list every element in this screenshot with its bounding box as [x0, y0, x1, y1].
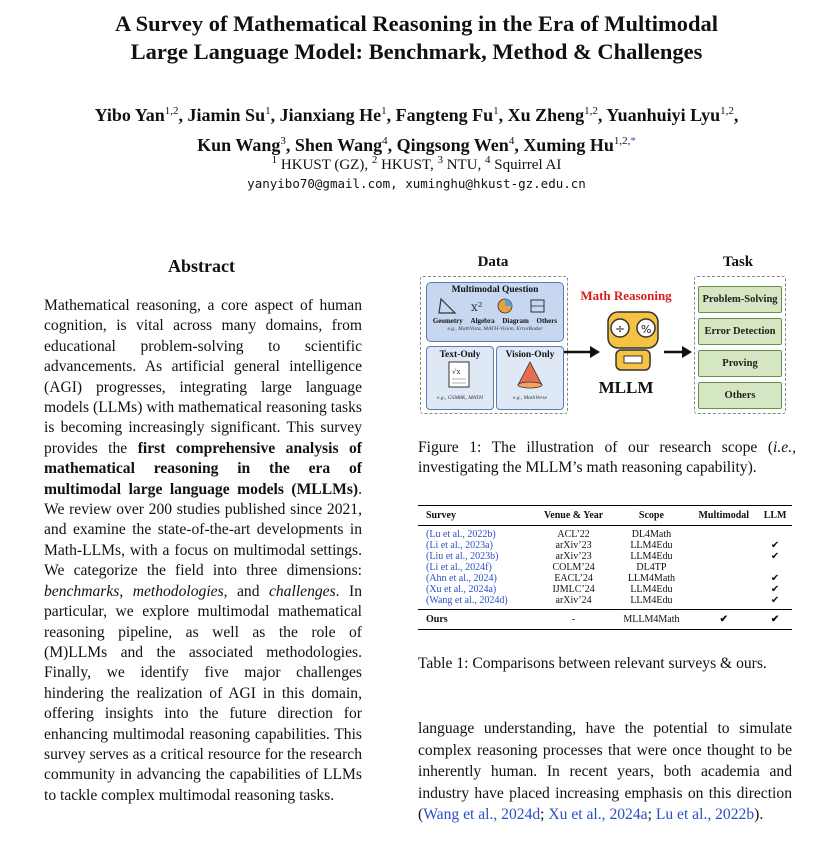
affiliations: $^1$ HKUST (GZ), $^2$ HKUST, $^3$ NTU, $^4$ Squirrel AI	[271, 154, 562, 173]
header-venue: Venue & Year	[543, 510, 604, 521]
author: Qingsong Wen$^4$	[396, 135, 515, 155]
diagram-icon	[498, 299, 512, 313]
title-line-1: A Survey of Mathematical Reasoning in the Era of Multimodal	[114, 11, 719, 36]
table-1-caption: Table 1: Comparisons between relevant surveys & ours.	[418, 655, 767, 672]
arrow-right-icon	[564, 346, 600, 358]
figure-1	[418, 254, 796, 418]
vision-only-examples: e.g., MathVerse	[512, 395, 548, 401]
robot-icon	[608, 312, 658, 370]
header-scope: Scope	[638, 510, 664, 521]
citation-link[interactable]: Lu et al., 2022b	[655, 806, 755, 823]
table-header-row	[418, 506, 792, 526]
mllm-label: MLLM	[598, 378, 654, 397]
author: Jianxiang He$^1$	[279, 105, 387, 125]
cone-icon	[497, 360, 563, 390]
algebra-icon	[471, 300, 483, 314]
svg-text:x²: x²	[471, 300, 483, 314]
author: Yuanhuiyi Lyu$^{1,2}$	[606, 105, 734, 125]
header-multimodal: Multimodal	[698, 510, 750, 521]
abstract-heading: Abstract	[168, 256, 235, 276]
comparison-table	[418, 505, 792, 630]
table-row: (Wang et al., 2024d) arXiv’24 LLM4Edu ✔	[418, 595, 792, 610]
survey-citation[interactable]: (Ahn et al., 2024)	[426, 573, 497, 584]
task-error-detection: Error Detection	[698, 318, 782, 345]
text-only-examples: e.g., GSM8K, MATH	[437, 395, 483, 401]
text-only-box	[426, 346, 494, 410]
author-list: Yibo Yan$^{1,2}$, Jiamin Su$^1$, Jianxiang He$^1$, Fangteng Fu$^1$, Xu Zheng$^{1,2}$, Yuanhuiyi Lyu$^{1,2}$, Kun Wang$^3$, Shen Wang$^4$, Qingsong Wen$^4$, Xuming $Hu^{1,2,*}$	[94, 105, 739, 155]
survey-citation[interactable]: (Xu et al., 2024a)	[426, 584, 497, 595]
survey-citation[interactable]: (Wang et al., 2024d)	[426, 595, 508, 606]
table-row: (Li et al., 2024f) COLM’24 DL4TP	[418, 562, 792, 573]
table-row: (Lu et al., 2022b) ACL’22 DL4Math	[418, 526, 792, 541]
table-row: (Li et al., 2023a) arXiv’23 LLM4Edu ✔	[418, 540, 792, 551]
svg-text:÷: ÷	[615, 322, 626, 336]
author: Xuming $Hu^{1,2,*}$	[523, 135, 636, 155]
text-only-label: Text-Only	[439, 350, 481, 360]
task-problem-solving: Problem-Solving	[698, 286, 782, 313]
survey-citation[interactable]: (Li et al., 2024f)	[426, 562, 492, 573]
figure-data-label: Data	[477, 254, 509, 270]
header-llm: LLM	[763, 510, 787, 521]
vision-only-label: Vision-Only	[505, 350, 555, 360]
figure-task-label: Task	[722, 254, 754, 270]
citation-link[interactable]: Wang et al., 2024d	[423, 806, 541, 823]
survey-citation[interactable]: (Li et al., 2023a)	[426, 540, 493, 551]
title-line-2: Large Language Model: Benchmark, Method & Challenges	[130, 39, 703, 64]
svg-text:%: %	[641, 323, 652, 336]
corresponding-author-mark[interactable]: *	[630, 135, 636, 147]
author: Jiamin Su$^1$	[187, 105, 271, 125]
paper-title	[0, 10, 833, 66]
task-proving: Proving	[698, 350, 782, 377]
table-row-ours: Ours - MLLM4Math ✔ ✔	[418, 610, 792, 630]
table-1	[418, 505, 792, 630]
survey-citation[interactable]: (Liu et al., 2023b)	[426, 551, 499, 562]
header-survey: Survey	[426, 510, 456, 521]
arrow-right-icon	[664, 346, 692, 358]
task-others: Others	[698, 382, 782, 409]
multimodal-question-box	[426, 282, 564, 342]
citation-link[interactable]: Xu et al., 2024a	[548, 806, 648, 823]
mq-icons	[427, 295, 563, 317]
others-icon	[531, 300, 544, 312]
abstract-text: Mathematical reasoning, a core aspect of human cognition, is vital across many domains, from educational problem-solving to scientific advancements. As artificial general intelligence (AGI) progresses, integrating large language models (LLMs) with mathematical reasoning tasks is becoming increasingly significant. This survey provides the first comprehensive analysis of mathematical reasoning in the era of multimodal large language models (MLLMs). We review over 200 studies published since 2021, and examine the state-of-the-art developments in Math-LLMs, with a focus on multimodal settings. We categorize the field into three dimensions: benchmarks, methodologies, and challenges. In particular, we explore multimodal mathematical reasoning pipeline, as well as the role of (M)LLMs and the associated methodologies. Finally, we identify five major challenges hindering the realization of AGI in this domain, offering insights into the future direction for enhancing multimodal reasoning capabilities. This survey serves as a critical resource for the research community in advancing the capabilities of LLMs to tackle complex multimodal reasoning tasks.	[44, 297, 362, 804]
vision-only-box	[496, 346, 564, 410]
math-reasoning-label: Math Reasoning	[580, 288, 672, 303]
mq-labels: Geometry Algebra Diagram Others	[432, 317, 558, 325]
figure-1-caption: Figure 1: The illustration of our research scope (i.e., investigating the MLLM’s math reasoning capability).	[418, 439, 796, 477]
mq-examples: e.g., MathVista, MATH-Vision, ErrorRadar	[447, 326, 543, 332]
geometry-icon	[439, 299, 455, 313]
author: Shen Wang$^4$	[294, 135, 388, 155]
author: Yibo Yan$^{1,2}$	[94, 105, 179, 125]
table-row: (Ahn et al., 2024) EACL’24 LLM4Math ✔	[418, 573, 792, 584]
document-icon	[427, 360, 493, 390]
table-row: (Liu et al., 2023b) arXiv’23 LLM4Edu ✔	[418, 551, 792, 562]
svg-text:√x: √x	[452, 368, 461, 376]
survey-citation[interactable]: (Lu et al., 2022b)	[426, 529, 496, 540]
author: Fangteng Fu$^1$	[395, 105, 499, 125]
mq-title: Multimodal Question	[451, 285, 539, 295]
body-text-right: language understanding, have the potential to simulate complex reasoning processes that were once thought to be inherently human. In recent years, both academia and industry have placed increasing emphasis on this direction (Wang et al., 2024d; Xu et al., 2024a; Lu et al., 2022b).	[418, 720, 792, 823]
author-emails: yanyibo70@gmail.com, xuminghu@hkust-gz.edu.cn	[247, 176, 586, 191]
table-row: (Xu et al., 2024a) IJMLC’24 LLM4Edu ✔	[418, 584, 792, 595]
author: Xu Zheng$^{1,2}$	[507, 105, 598, 125]
author: Kun Wang$^3$	[197, 135, 286, 155]
